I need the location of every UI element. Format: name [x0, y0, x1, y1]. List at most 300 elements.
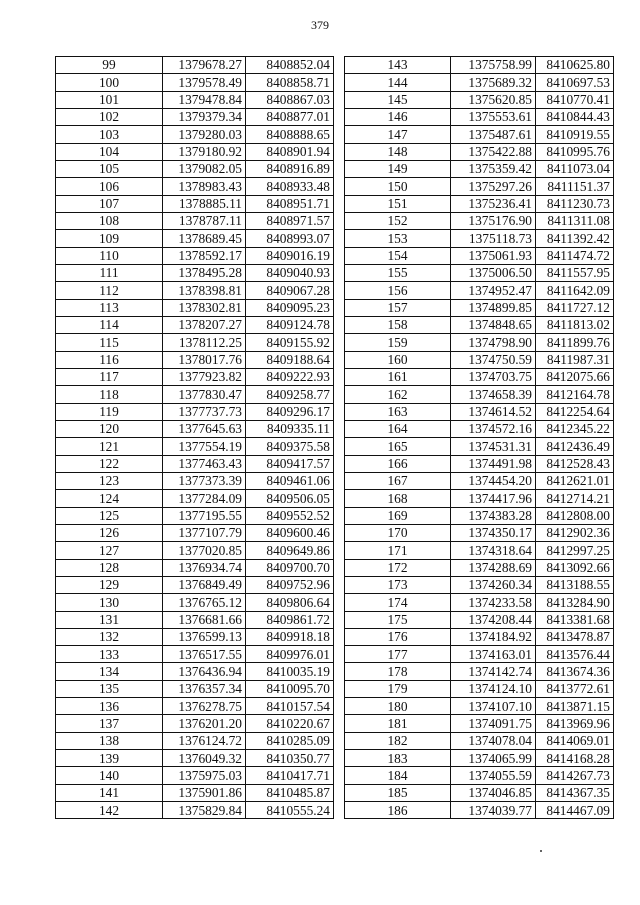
y-coordinate-cell: 8412808.00 — [536, 507, 614, 524]
point-number-cell: 109 — [56, 230, 163, 247]
y-coordinate-cell: 8410157.54 — [246, 698, 334, 715]
x-coordinate-cell: 1376681.66 — [163, 611, 246, 628]
y-coordinate-cell: 8410285.09 — [246, 732, 334, 749]
x-coordinate-cell: 1374848.65 — [451, 316, 536, 333]
table-row — [56, 316, 334, 333]
table-row — [56, 74, 334, 91]
table-row — [56, 698, 334, 715]
y-coordinate-cell: 8409649.86 — [246, 542, 334, 559]
table-row — [345, 628, 614, 645]
table-row — [345, 143, 614, 160]
x-coordinate-cell: 1376765.12 — [163, 594, 246, 611]
x-coordinate-cell: 1375975.03 — [163, 767, 246, 784]
x-coordinate-cell: 1378207.27 — [163, 316, 246, 333]
x-coordinate-cell: 1375758.99 — [451, 57, 536, 74]
point-number-cell: 113 — [56, 299, 163, 316]
point-number-cell: 124 — [56, 490, 163, 507]
table-row — [56, 334, 334, 351]
y-coordinate-cell: 8411557.95 — [536, 264, 614, 281]
point-number-cell: 117 — [56, 368, 163, 385]
point-number-cell: 111 — [56, 264, 163, 281]
x-coordinate-cell: 1374383.28 — [451, 507, 536, 524]
point-number-cell: 120 — [56, 420, 163, 437]
table-row — [345, 559, 614, 576]
point-number-cell: 132 — [56, 628, 163, 645]
table-row — [345, 264, 614, 281]
point-number-cell: 158 — [345, 316, 451, 333]
y-coordinate-cell: 8409806.64 — [246, 594, 334, 611]
point-number-cell: 186 — [345, 802, 451, 819]
point-number-cell: 169 — [345, 507, 451, 524]
table-row — [345, 715, 614, 732]
x-coordinate-cell: 1378112.25 — [163, 334, 246, 351]
y-coordinate-cell: 8409222.93 — [246, 368, 334, 385]
table-row — [345, 403, 614, 420]
point-number-cell: 139 — [56, 750, 163, 767]
x-coordinate-cell: 1377107.79 — [163, 524, 246, 541]
point-number-cell: 171 — [345, 542, 451, 559]
point-number-cell: 157 — [345, 299, 451, 316]
y-coordinate-cell: 8408888.65 — [246, 126, 334, 143]
y-coordinate-cell: 8410844.43 — [536, 108, 614, 125]
y-coordinate-cell: 8412436.49 — [536, 438, 614, 455]
x-coordinate-cell: 1378398.81 — [163, 282, 246, 299]
y-coordinate-cell: 8410035.19 — [246, 663, 334, 680]
y-coordinate-cell: 8414467.09 — [536, 802, 614, 819]
point-number-cell: 142 — [56, 802, 163, 819]
table-row — [345, 195, 614, 212]
y-coordinate-cell: 8413576.44 — [536, 646, 614, 663]
x-coordinate-cell: 1377463.43 — [163, 455, 246, 472]
y-coordinate-cell: 8411642.09 — [536, 282, 614, 299]
point-number-cell: 185 — [345, 784, 451, 801]
point-number-cell: 116 — [56, 351, 163, 368]
point-number-cell: 150 — [345, 178, 451, 195]
x-coordinate-cell: 1377554.19 — [163, 438, 246, 455]
x-coordinate-cell: 1377373.39 — [163, 472, 246, 489]
y-coordinate-cell: 8409095.23 — [246, 299, 334, 316]
point-number-cell: 99 — [56, 57, 163, 74]
table-row — [56, 559, 334, 576]
y-coordinate-cell: 8408852.04 — [246, 57, 334, 74]
x-coordinate-cell: 1374703.75 — [451, 368, 536, 385]
x-coordinate-cell: 1379578.49 — [163, 74, 246, 91]
table-row — [56, 212, 334, 229]
y-coordinate-cell: 8410555.24 — [246, 802, 334, 819]
x-coordinate-cell: 1374124.10 — [451, 680, 536, 697]
table-row — [56, 680, 334, 697]
point-number-cell: 175 — [345, 611, 451, 628]
table-row — [345, 490, 614, 507]
table-row — [56, 438, 334, 455]
y-coordinate-cell: 8414267.73 — [536, 767, 614, 784]
table-row — [56, 611, 334, 628]
y-coordinate-cell: 8409067.28 — [246, 282, 334, 299]
y-coordinate-cell: 8413871.15 — [536, 698, 614, 715]
point-number-cell: 130 — [56, 594, 163, 611]
point-number-cell: 178 — [345, 663, 451, 680]
table-row — [345, 126, 614, 143]
x-coordinate-cell: 1374614.52 — [451, 403, 536, 420]
y-coordinate-cell: 8409335.11 — [246, 420, 334, 437]
table-row — [56, 230, 334, 247]
table-row — [345, 784, 614, 801]
table-row — [56, 368, 334, 385]
table-row — [345, 663, 614, 680]
table-row — [56, 715, 334, 732]
x-coordinate-cell: 1374046.85 — [451, 784, 536, 801]
x-coordinate-cell: 1375061.93 — [451, 247, 536, 264]
table-row — [345, 57, 614, 74]
point-number-cell: 107 — [56, 195, 163, 212]
point-number-cell: 162 — [345, 386, 451, 403]
point-number-cell: 125 — [56, 507, 163, 524]
point-number-cell: 164 — [345, 420, 451, 437]
point-number-cell: 165 — [345, 438, 451, 455]
y-coordinate-cell: 8414367.35 — [536, 784, 614, 801]
point-number-cell: 149 — [345, 160, 451, 177]
x-coordinate-cell: 1374318.64 — [451, 542, 536, 559]
point-number-cell: 122 — [56, 455, 163, 472]
y-coordinate-cell: 8413284.90 — [536, 594, 614, 611]
x-coordinate-cell: 1378885.11 — [163, 195, 246, 212]
table-row — [56, 247, 334, 264]
point-number-cell: 182 — [345, 732, 451, 749]
x-coordinate-cell: 1375176.90 — [451, 212, 536, 229]
point-number-cell: 161 — [345, 368, 451, 385]
y-coordinate-cell: 8414069.01 — [536, 732, 614, 749]
y-coordinate-cell: 8412254.64 — [536, 403, 614, 420]
y-coordinate-cell: 8409552.52 — [246, 507, 334, 524]
y-coordinate-cell: 8412714.21 — [536, 490, 614, 507]
page-number: 379 — [311, 18, 329, 32]
x-coordinate-cell: 1374750.59 — [451, 351, 536, 368]
y-coordinate-cell: 8408877.01 — [246, 108, 334, 125]
point-number-cell: 144 — [345, 74, 451, 91]
y-coordinate-cell: 8410919.55 — [536, 126, 614, 143]
table-row — [56, 576, 334, 593]
x-coordinate-cell: 1374184.92 — [451, 628, 536, 645]
table-row — [345, 368, 614, 385]
point-number-cell: 146 — [345, 108, 451, 125]
x-coordinate-cell: 1376934.74 — [163, 559, 246, 576]
table-row — [345, 646, 614, 663]
table-row — [345, 178, 614, 195]
x-coordinate-cell: 1374454.20 — [451, 472, 536, 489]
table-row — [56, 351, 334, 368]
x-coordinate-cell: 1377020.85 — [163, 542, 246, 559]
x-coordinate-cell: 1375487.61 — [451, 126, 536, 143]
y-coordinate-cell: 8410625.80 — [536, 57, 614, 74]
y-coordinate-cell: 8408993.07 — [246, 230, 334, 247]
point-number-cell: 141 — [56, 784, 163, 801]
coordinates-table-right-body — [345, 57, 614, 819]
table-row — [345, 438, 614, 455]
point-number-cell: 148 — [345, 143, 451, 160]
y-coordinate-cell: 8410485.87 — [246, 784, 334, 801]
point-number-cell: 147 — [345, 126, 451, 143]
table-row — [56, 802, 334, 819]
y-coordinate-cell: 8413674.36 — [536, 663, 614, 680]
table-row — [56, 282, 334, 299]
y-coordinate-cell: 8411392.42 — [536, 230, 614, 247]
y-coordinate-cell: 8414168.28 — [536, 750, 614, 767]
point-number-cell: 123 — [56, 472, 163, 489]
point-number-cell: 174 — [345, 594, 451, 611]
x-coordinate-cell: 1377830.47 — [163, 386, 246, 403]
point-number-cell: 159 — [345, 334, 451, 351]
table-row — [56, 143, 334, 160]
table-row — [56, 403, 334, 420]
y-coordinate-cell: 8409188.64 — [246, 351, 334, 368]
y-coordinate-cell: 8409375.58 — [246, 438, 334, 455]
table-row — [56, 663, 334, 680]
coordinates-table-left — [55, 56, 334, 819]
y-coordinate-cell: 8408867.03 — [246, 91, 334, 108]
y-coordinate-cell: 8410697.53 — [536, 74, 614, 91]
y-coordinate-cell: 8411311.08 — [536, 212, 614, 229]
y-coordinate-cell: 8408901.94 — [246, 143, 334, 160]
table-row — [56, 455, 334, 472]
table-row — [56, 195, 334, 212]
point-number-cell: 156 — [345, 282, 451, 299]
y-coordinate-cell: 8411230.73 — [536, 195, 614, 212]
x-coordinate-cell: 1374091.75 — [451, 715, 536, 732]
x-coordinate-cell: 1375118.73 — [451, 230, 536, 247]
x-coordinate-cell: 1378983.43 — [163, 178, 246, 195]
point-number-cell: 151 — [345, 195, 451, 212]
y-coordinate-cell: 8409861.72 — [246, 611, 334, 628]
table-row — [345, 594, 614, 611]
table-row — [345, 524, 614, 541]
x-coordinate-cell: 1379082.05 — [163, 160, 246, 177]
point-number-cell: 153 — [345, 230, 451, 247]
x-coordinate-cell: 1374531.31 — [451, 438, 536, 455]
point-number-cell: 145 — [345, 91, 451, 108]
y-coordinate-cell: 8410770.41 — [536, 91, 614, 108]
point-number-cell: 172 — [345, 559, 451, 576]
table-row — [345, 611, 614, 628]
point-number-cell: 115 — [56, 334, 163, 351]
x-coordinate-cell: 1374039.77 — [451, 802, 536, 819]
x-coordinate-cell: 1379180.92 — [163, 143, 246, 160]
point-number-cell: 133 — [56, 646, 163, 663]
x-coordinate-cell: 1374208.44 — [451, 611, 536, 628]
y-coordinate-cell: 8408971.57 — [246, 212, 334, 229]
point-number-cell: 183 — [345, 750, 451, 767]
x-coordinate-cell: 1376278.75 — [163, 698, 246, 715]
table-row — [56, 126, 334, 143]
table-row — [345, 732, 614, 749]
table-row — [56, 472, 334, 489]
y-coordinate-cell: 8412345.22 — [536, 420, 614, 437]
table-row — [56, 91, 334, 108]
point-number-cell: 119 — [56, 403, 163, 420]
x-coordinate-cell: 1374572.16 — [451, 420, 536, 437]
y-coordinate-cell: 8409417.57 — [246, 455, 334, 472]
table-row — [56, 784, 334, 801]
point-number-cell: 106 — [56, 178, 163, 195]
y-coordinate-cell: 8412902.36 — [536, 524, 614, 541]
table-row — [56, 594, 334, 611]
point-number-cell: 167 — [345, 472, 451, 489]
table-row — [345, 767, 614, 784]
y-coordinate-cell: 8412997.25 — [536, 542, 614, 559]
x-coordinate-cell: 1376849.49 — [163, 576, 246, 593]
table-row — [345, 802, 614, 819]
y-coordinate-cell: 8409124.78 — [246, 316, 334, 333]
table-row — [56, 108, 334, 125]
point-number-cell: 110 — [56, 247, 163, 264]
point-number-cell: 126 — [56, 524, 163, 541]
x-coordinate-cell: 1376049.32 — [163, 750, 246, 767]
x-coordinate-cell: 1377195.55 — [163, 507, 246, 524]
point-number-cell: 179 — [345, 680, 451, 697]
table-row — [345, 334, 614, 351]
y-coordinate-cell: 8409016.19 — [246, 247, 334, 264]
y-coordinate-cell: 8408933.48 — [246, 178, 334, 195]
y-coordinate-cell: 8413092.66 — [536, 559, 614, 576]
point-number-cell: 140 — [56, 767, 163, 784]
y-coordinate-cell: 8411151.37 — [536, 178, 614, 195]
x-coordinate-cell: 1379280.03 — [163, 126, 246, 143]
point-number-cell: 160 — [345, 351, 451, 368]
y-coordinate-cell: 8409752.96 — [246, 576, 334, 593]
point-number-cell: 168 — [345, 490, 451, 507]
point-number-cell: 152 — [345, 212, 451, 229]
x-coordinate-cell: 1374658.39 — [451, 386, 536, 403]
point-number-cell: 155 — [345, 264, 451, 281]
y-coordinate-cell: 8409258.77 — [246, 386, 334, 403]
y-coordinate-cell: 8413381.68 — [536, 611, 614, 628]
x-coordinate-cell: 1375901.86 — [163, 784, 246, 801]
y-coordinate-cell: 8409155.92 — [246, 334, 334, 351]
point-number-cell: 184 — [345, 767, 451, 784]
y-coordinate-cell: 8412075.66 — [536, 368, 614, 385]
x-coordinate-cell: 1375620.85 — [451, 91, 536, 108]
y-coordinate-cell: 8413478.87 — [536, 628, 614, 645]
point-number-cell: 102 — [56, 108, 163, 125]
point-number-cell: 100 — [56, 74, 163, 91]
y-coordinate-cell: 8413772.61 — [536, 680, 614, 697]
y-coordinate-cell: 8412528.43 — [536, 455, 614, 472]
table-row — [56, 767, 334, 784]
x-coordinate-cell: 1374350.17 — [451, 524, 536, 541]
coordinates-table-left-body — [56, 57, 334, 819]
table-row — [56, 386, 334, 403]
y-coordinate-cell: 8410095.70 — [246, 680, 334, 697]
y-coordinate-cell: 8411474.72 — [536, 247, 614, 264]
x-coordinate-cell: 1374798.90 — [451, 334, 536, 351]
x-coordinate-cell: 1374142.74 — [451, 663, 536, 680]
table-row — [56, 264, 334, 281]
y-coordinate-cell: 8411987.31 — [536, 351, 614, 368]
table-row — [345, 230, 614, 247]
table-row — [345, 507, 614, 524]
y-coordinate-cell: 8409600.46 — [246, 524, 334, 541]
table-row — [56, 750, 334, 767]
x-coordinate-cell: 1374417.96 — [451, 490, 536, 507]
table-row — [345, 91, 614, 108]
table-row — [56, 542, 334, 559]
x-coordinate-cell: 1375297.26 — [451, 178, 536, 195]
x-coordinate-cell: 1375689.32 — [451, 74, 536, 91]
point-number-cell: 170 — [345, 524, 451, 541]
x-coordinate-cell: 1375553.61 — [451, 108, 536, 125]
table-row — [345, 420, 614, 437]
point-number-cell: 103 — [56, 126, 163, 143]
table-row — [345, 542, 614, 559]
point-number-cell: 180 — [345, 698, 451, 715]
table-row — [56, 490, 334, 507]
point-number-cell: 154 — [345, 247, 451, 264]
x-coordinate-cell: 1376436.94 — [163, 663, 246, 680]
point-number-cell: 176 — [345, 628, 451, 645]
table-row — [345, 247, 614, 264]
scan-speck — [540, 850, 542, 852]
table-row — [345, 351, 614, 368]
point-number-cell: 166 — [345, 455, 451, 472]
point-number-cell: 112 — [56, 282, 163, 299]
point-number-cell: 137 — [56, 715, 163, 732]
table-row — [56, 57, 334, 74]
table-row — [56, 299, 334, 316]
y-coordinate-cell: 8413969.96 — [536, 715, 614, 732]
y-coordinate-cell: 8408951.71 — [246, 195, 334, 212]
y-coordinate-cell: 8410417.71 — [246, 767, 334, 784]
point-number-cell: 104 — [56, 143, 163, 160]
point-number-cell: 114 — [56, 316, 163, 333]
y-coordinate-cell: 8409461.06 — [246, 472, 334, 489]
table-row — [56, 160, 334, 177]
y-coordinate-cell: 8408858.71 — [246, 74, 334, 91]
x-coordinate-cell: 1379678.27 — [163, 57, 246, 74]
table-row — [345, 576, 614, 593]
y-coordinate-cell: 8412621.01 — [536, 472, 614, 489]
y-coordinate-cell: 8410995.76 — [536, 143, 614, 160]
x-coordinate-cell: 1379379.34 — [163, 108, 246, 125]
point-number-cell: 134 — [56, 663, 163, 680]
table-row — [56, 524, 334, 541]
point-number-cell: 136 — [56, 698, 163, 715]
x-coordinate-cell: 1375006.50 — [451, 264, 536, 281]
y-coordinate-cell: 8409296.17 — [246, 403, 334, 420]
point-number-cell: 105 — [56, 160, 163, 177]
x-coordinate-cell: 1379478.84 — [163, 91, 246, 108]
table-row — [345, 108, 614, 125]
point-number-cell: 101 — [56, 91, 163, 108]
y-coordinate-cell: 8408916.89 — [246, 160, 334, 177]
x-coordinate-cell: 1378689.45 — [163, 230, 246, 247]
x-coordinate-cell: 1374952.47 — [451, 282, 536, 299]
point-number-cell: 181 — [345, 715, 451, 732]
y-coordinate-cell: 8409506.05 — [246, 490, 334, 507]
x-coordinate-cell: 1378017.76 — [163, 351, 246, 368]
x-coordinate-cell: 1377284.09 — [163, 490, 246, 507]
point-number-cell: 108 — [56, 212, 163, 229]
table-row — [345, 386, 614, 403]
y-coordinate-cell: 8409976.01 — [246, 646, 334, 663]
table-row — [345, 750, 614, 767]
x-coordinate-cell: 1376357.34 — [163, 680, 246, 697]
y-coordinate-cell: 8409700.70 — [246, 559, 334, 576]
table-row — [56, 732, 334, 749]
x-coordinate-cell: 1374899.85 — [451, 299, 536, 316]
x-coordinate-cell: 1376201.20 — [163, 715, 246, 732]
coordinates-table-right — [344, 56, 614, 819]
x-coordinate-cell: 1375236.41 — [451, 195, 536, 212]
point-number-cell: 127 — [56, 542, 163, 559]
